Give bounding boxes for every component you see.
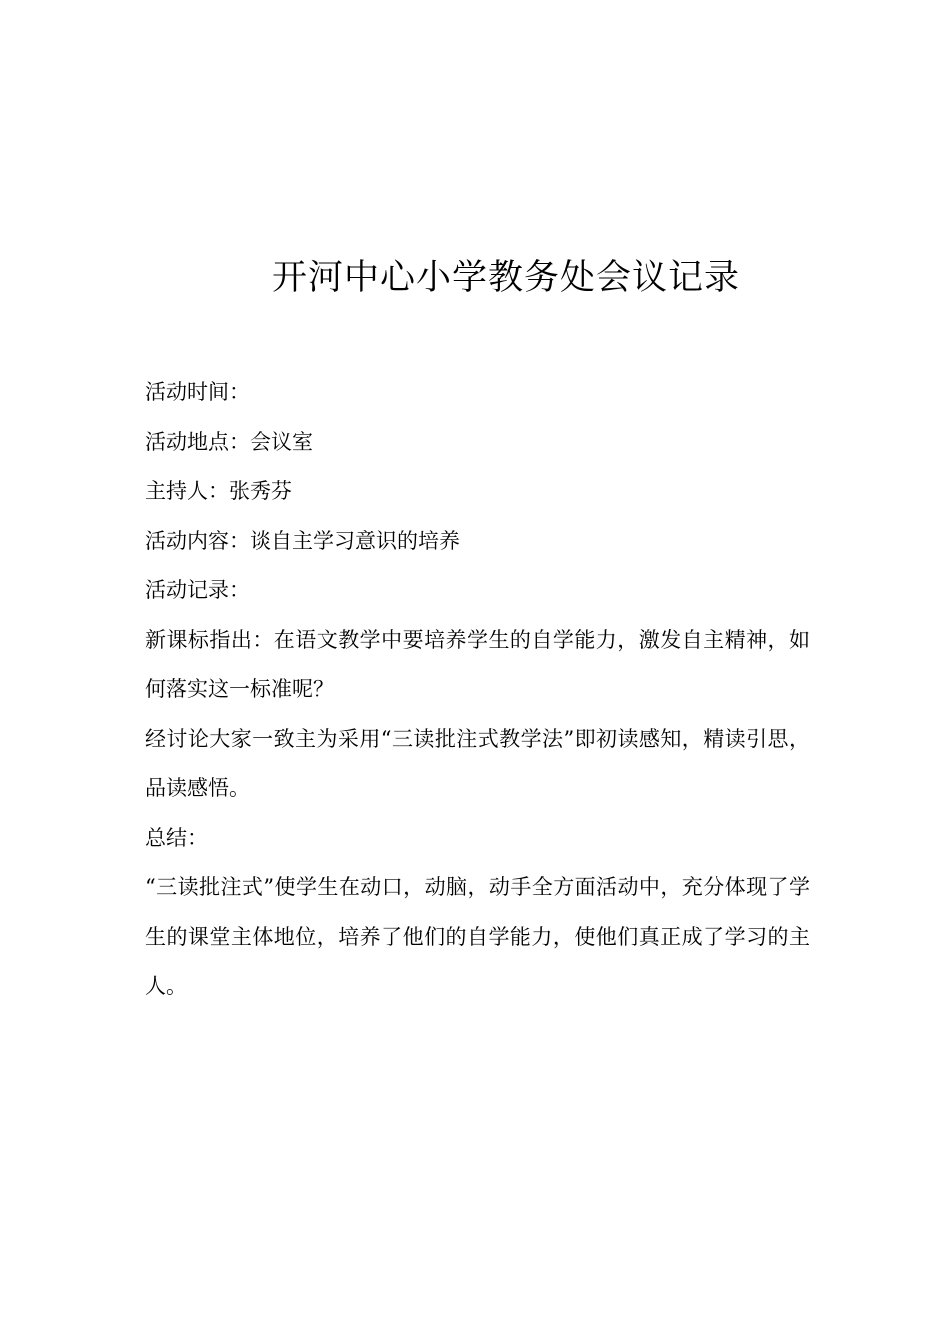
activity-place-row <box>145 418 810 468</box>
activity-place-label: 活动地点： <box>145 429 250 454</box>
summary-label: 总结： <box>145 825 208 850</box>
paragraph-curriculum-standard: 新课标指出：在语文教学中要培养学生的自学能力，激发自主精神，如何落实这一标准呢？ <box>145 627 810 701</box>
activity-content-value: 谈自主学习意识的培养 <box>250 528 460 553</box>
host-value: 张秀芬 <box>229 479 292 503</box>
activity-time-row <box>145 368 810 418</box>
host-row <box>145 467 810 517</box>
activity-time-label: 活动时间： <box>145 380 250 404</box>
paragraph-discussion: 经讨论大家一致主为采用“三读批注式教学法”即初读感知，精读引思，品读感悟。 <box>145 726 810 800</box>
activity-content-row <box>145 517 810 567</box>
paragraph-summary: “三读批注式”使学生在动口，动脑，动手全方面活动中，充分体现了学生的课堂主体地位，培养了他们的自学能力，使他们真正成了学习的主人。 <box>145 875 810 998</box>
document-title: 开河中心小学教务处会议记录 <box>271 258 740 298</box>
document-body <box>145 368 810 1012</box>
activity-place-value: 会议室 <box>250 429 313 454</box>
activity-record-label: 活动记录： <box>145 578 250 602</box>
host-label: 主持人： <box>145 479 229 503</box>
activity-content-label: 活动内容： <box>145 528 250 553</box>
